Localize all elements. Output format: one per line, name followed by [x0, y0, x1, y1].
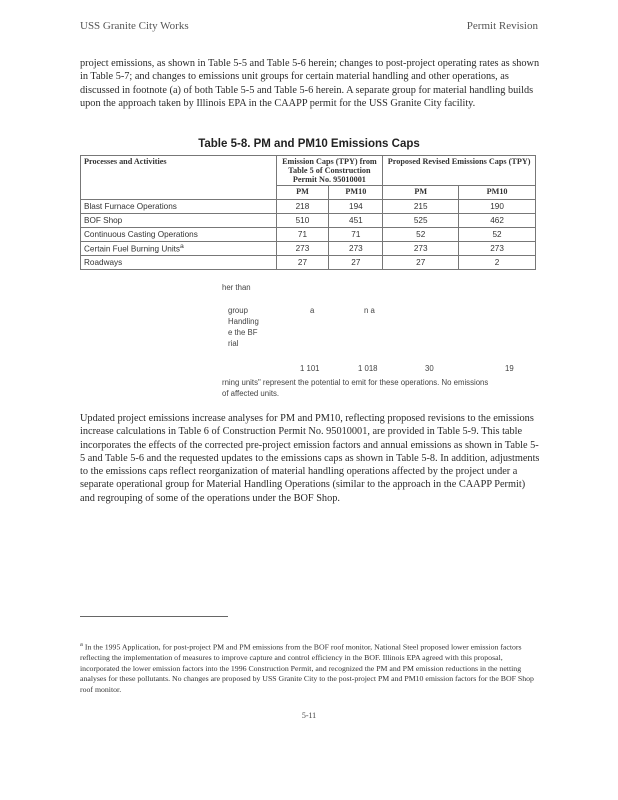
table-fragment: group [228, 306, 248, 315]
footnote-divider [80, 616, 228, 617]
table-fragment-value: a [310, 306, 315, 315]
rev-pm10-cell: 273 [459, 242, 536, 256]
header-left: USS Granite City Works [80, 20, 189, 32]
process-label: Certain Fuel Burning Units [84, 244, 181, 254]
page-number: 5-11 [301, 711, 317, 720]
table-total-value: 19 [505, 364, 514, 373]
sub-pm-header: PM [383, 186, 459, 200]
rev-pm-cell: 215 [383, 200, 459, 214]
intro-paragraph: project emissions, as shown in Table 5-5 and Table 5-6 herein; changes to post-project operating rates as shown in Table 5-7; and changes to emissions unit groups for certain material handling and other operations, as discussed in footnote (a) of both Table 5-5 and Table 5-6 herein. A separate group for material handling builds upon the approach taken by Illinois EPA in the CAAPP permit for the USS Granite City facility. [80, 58, 540, 109]
sub-pm10-header: PM10 [459, 186, 536, 200]
table-row [81, 200, 536, 214]
table-fragment-value: n a [364, 306, 375, 315]
process-cell: Continuous Casting Operations [81, 228, 277, 242]
header-right: Permit Revision [466, 20, 538, 32]
col-process-header: Processes and Activities [81, 156, 277, 200]
sub-pm-header: PM [276, 186, 329, 200]
rev-pm10-cell: 190 [459, 200, 536, 214]
cap-pm10-cell: 27 [329, 256, 383, 270]
process-cell [81, 242, 277, 256]
table-header-row [81, 156, 536, 186]
rev-pm10-cell: 462 [459, 214, 536, 228]
rev-pm-cell: 52 [383, 228, 459, 242]
table-fragment: rial [228, 339, 239, 348]
sub-pm10-header: PM10 [329, 186, 383, 200]
col-caps-group-header: Emission Caps (TPY) from Table 5 of Construction Permit No. 95010001 [276, 156, 383, 186]
cap-pm-cell: 218 [276, 200, 329, 214]
table-total-value: 30 [425, 364, 434, 373]
table-note: rning units" represent the potential to emit for these operations. No emissions [222, 378, 489, 387]
rev-pm10-cell: 2 [459, 256, 536, 270]
cap-pm-cell: 273 [276, 242, 329, 256]
cap-pm10-cell: 71 [329, 228, 383, 242]
table-title: Table 5-8. PM and PM10 Emissions Caps [198, 138, 420, 150]
table-row [81, 256, 536, 270]
footnote [80, 640, 540, 696]
table-total-value: 1 101 [300, 364, 320, 373]
footnote-marker: a [180, 243, 184, 251]
table-fragment: e the BF [228, 328, 258, 337]
rev-pm10-cell: 52 [459, 228, 536, 242]
cap-pm10-cell: 273 [329, 242, 383, 256]
col-revised-group-header: Proposed Revised Emissions Caps (TPY) [383, 156, 536, 186]
rev-pm-cell: 273 [383, 242, 459, 256]
rev-pm-cell: 27 [383, 256, 459, 270]
cap-pm-cell: 71 [276, 228, 329, 242]
cap-pm10-cell: 451 [329, 214, 383, 228]
cap-pm-cell: 27 [276, 256, 329, 270]
body-paragraph: Updated project emissions increase analyses for PM and PM10, reflecting proposed revisions to the emissions increase calculations in Table 6 of Construction Permit No. 95010001, are provided in Table 5-9. This table incorporates the effects of the corrected pre-project emission factors and annual emissions as shown in Table 5-5 and Table 5-6 and the requested updates to the emissions caps as shown in Table 5-8. In addition, adjustments to the emissions caps reflect reorganization of material handling operations affected by the project under a separate operational group for Material Handling Operations (similar to the approach in the CAAPP Permit) and regrouping of some of the operations under the BOF Shop. [80, 413, 540, 504]
rev-pm-cell: 525 [383, 214, 459, 228]
process-cell: BOF Shop [81, 214, 277, 228]
process-cell: Roadways [81, 256, 277, 270]
table-row [81, 228, 536, 242]
process-cell: Blast Furnace Operations [81, 200, 277, 214]
footnote-marker: a [80, 641, 83, 648]
table-total-value: 1 018 [358, 364, 378, 373]
table-row [81, 214, 536, 228]
cap-pm-cell: 510 [276, 214, 329, 228]
cap-pm10-cell: 194 [329, 200, 383, 214]
table-fragment: her than [222, 283, 251, 292]
footnote-text: In the 1995 Application, for post-project PM and PM emissions from the BOF roof monitor, National Steel proposed lower emission factors reflecting the implementation of measures to improve capture and control efficiency in the BOF. Illinois EPA agreed with this proposal, incorporated the lower emission factors into the 1996 Construction Permit, and recognized the PM and PM emission reductions in the netting analyses for these pollutants. No changes are proposed by USS Granite City to the post-project PM and PM10 emission factors for the BOF Shop roof monitor. [80, 642, 534, 694]
table-fragment: Handling [228, 317, 259, 326]
table-row [81, 242, 536, 256]
emissions-caps-table [80, 155, 536, 270]
table-note: of affected units. [222, 389, 280, 398]
